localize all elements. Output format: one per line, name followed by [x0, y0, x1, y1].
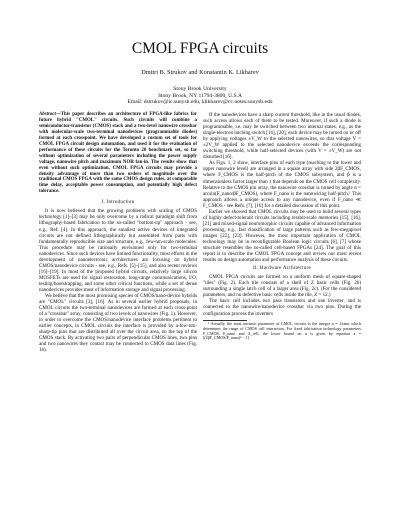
- right-column: [203, 112, 361, 341]
- body-paragraph: CMOL FPGA circuits are formed on a uniform mesh of square-shaped "tiles" (Fig. 2). Each tile consists of a shell of Z basic cells (Fig. 2b) surrounding a single latch cell of a larger area (Fig. 2c). (For the considered parameters, and no defective basic cells inside the tile, Z = 12.): [203, 274, 361, 299]
- body-paragraph: Earlier we showed that CMOL circuits may be used to build several types of highly defect-tolerant circuits including terabit-scale memories [15], [16], [21] and mixed-signal neuromorphic circuits capable of advanced information processing, e.g., fast classification of large patterns such as few-megapixel images [22], [23]. However, the most important application of CMOL technology may be in reconfigurable Boolean logic circuits [6], [7] whose structure resembles the so-called cell-based FPGAs [24]. The goal of this report is to describe the CMOL FPGA concept and review our most recent results on design automation and performance analysis of these circuits.: [203, 208, 361, 264]
- paper-title: CMOL FPGA circuits: [131, 40, 269, 57]
- section-heading-hardware-architecture: II. Hardware Architecture: [253, 266, 311, 272]
- section-heading-introduction: I. Introduction: [101, 200, 135, 206]
- affiliation-email: Email: dstrukov@ic.sunysb.edu, klikharev@cc.notes.sunysb.edu: [127, 99, 273, 106]
- affiliation-block: [0, 86, 400, 106]
- abstract: [39, 112, 197, 195]
- left-column: [39, 112, 197, 354]
- affiliation-line: Stony Brook, NY 11794-3800, U.S.A: [157, 92, 243, 99]
- body-paragraph: It is now believed that the growing problems with scaling of CMOS technology [1]–[3] may be only overcome by a radical paradigm shift from lithography-based fabrication to the so-called "bottom-up" approach - see, e.g., Ref. [4]. In this approach, the smallest active devices of integrated circuits are not defined lithographically but assembled from parts with fundamentally reproducible size and structure, e.g., few-nm-scale molecules. This procedure may be rationally envisioned only for two-terminal nanodevices. Since such devices have limited functionality, most efforts in the development of nanoelectronic architectures are focusing on hybrid CMOS/nanodevice circuits - see, e.g., Refs. [5]–[15], and also recent reviews [16]–[19]. In most of the proposed hybrid circuits, relatively large silicon MOSFETs are used for signal restoration, long-range communications, I/O, testing/bootstrapping, and some other critical functions, while a set of dense nanodevices provides most of information storage and signal processing.: [39, 208, 197, 293]
- paper-authors: Dmitri B. Strukov and Konstantin K. Likharev: [141, 69, 259, 76]
- body-paragraph: We believe that the most promising species of CMOS/nano-device hybrids are "CMOL" circuits [3], [16]. As in several earlier hybrid proposals, in CMOL circuits the two-terminal nanodevices are formed at each cross-point of a "crossbar" array, consisting of two levels of nanowires (Fig. 1). However, in order to overcome the CMOS/nanodevice interface problems pertinent to earlier concepts, in CMOL circuits the interface is provided by a-few-nm-sharp-tip pins that are distributed all over the circuit area, on the top of the CMOS stack. By activating two pairs of perpendicular CMOS lines, two pins and two nanowires they contact may be connected to CMOS data lines (Fig. 1b).: [39, 293, 197, 354]
- body-paragraph: As Figs. 1, 2 show, interface pins of each type (reaching to the lower and upper nanowire level) are arranged in a square array with side 2βF_CMOS, where F_CMOS is the half-pitch of the CMOS subsystem, and β is a dimensionless factor larger than 1 that depends on the CMOS cell complexity. Relative to the CMOS pin array, the nanowire crossbar is turned by angle α = arcsin(F_nano/βF_CMOS), where F_nano is the nanowiring half-pitch.¹ This approach allows a unique access to any nanodevice, even if F_nano ≪ F_CMOS - see Refs. [7], [16] for a detailed discussion of this point.: [203, 160, 361, 209]
- abstract-text: —This paper describes an architecture of FPGA-like fabrics for future hybrid "CMOL" circuits. Such circuits will combine a semiconductor-transistor (CMOS) stack and a two-level nanowire crossbar with molecular-scale two-terminal nanodevices (programmable diodes) formed at each crosspoint. We have developed a custom set of tools for CMOL FPGA circuit design automation, and used it for the evaluation of performance of these circuits for the Toronto 20 benchmark set, so far without optimization of several parameters including the power supply voltage, nanowire pitch and maximum NOR fan-in. The results show that even without such optimization, CMOL FPGA circuits may provide a density advantage of more than two orders of magnitude over the traditional CMOS FPGA with the same CMOS design rules, at comparable time delay, acceptable power consumption, and potentially high defect tolerance.: [39, 112, 197, 195]
- footnote-text: ¹ Actually, the most intrinsic parameter of CMOL circuits is the integer a = 1/tanα which determines the range of CMOS cell interaction. For fixed fabrication technology parameters F_CMOS, F_nano and A_cell, the lower bound on α is given by equation a = [(2βF_CMOS/F_nano)² − 1].: [203, 321, 361, 341]
- body-paragraph: The basic cell includes two pass transistors and one inverter, and is connected to the nanowire/nanodevice crossbar via two pins. During the configuration process the inverters: [203, 298, 361, 317]
- abstract-label: Abstract: [39, 112, 56, 117]
- body-paragraph: If the nanodevices have a sharp current threshold, like in the usual diodes, such access allows each of them to be tested. Moreover, if such a diode is programmable, i.e. may be switched between two internal states, e.g., as the single-electron latching switch [16], [20], each device may be turned on or off by applying voltages ±V_W to the selected nanowires, so that voltage V = ±2V_W applied to the selected nanodevice exceeds the corresponding switching threshold, while half-selected devices (with V = ±V_W) are not disturbed [16].: [203, 112, 361, 161]
- footnote: [203, 322, 361, 341]
- affiliation-line: Stony Brook University: [173, 86, 227, 92]
